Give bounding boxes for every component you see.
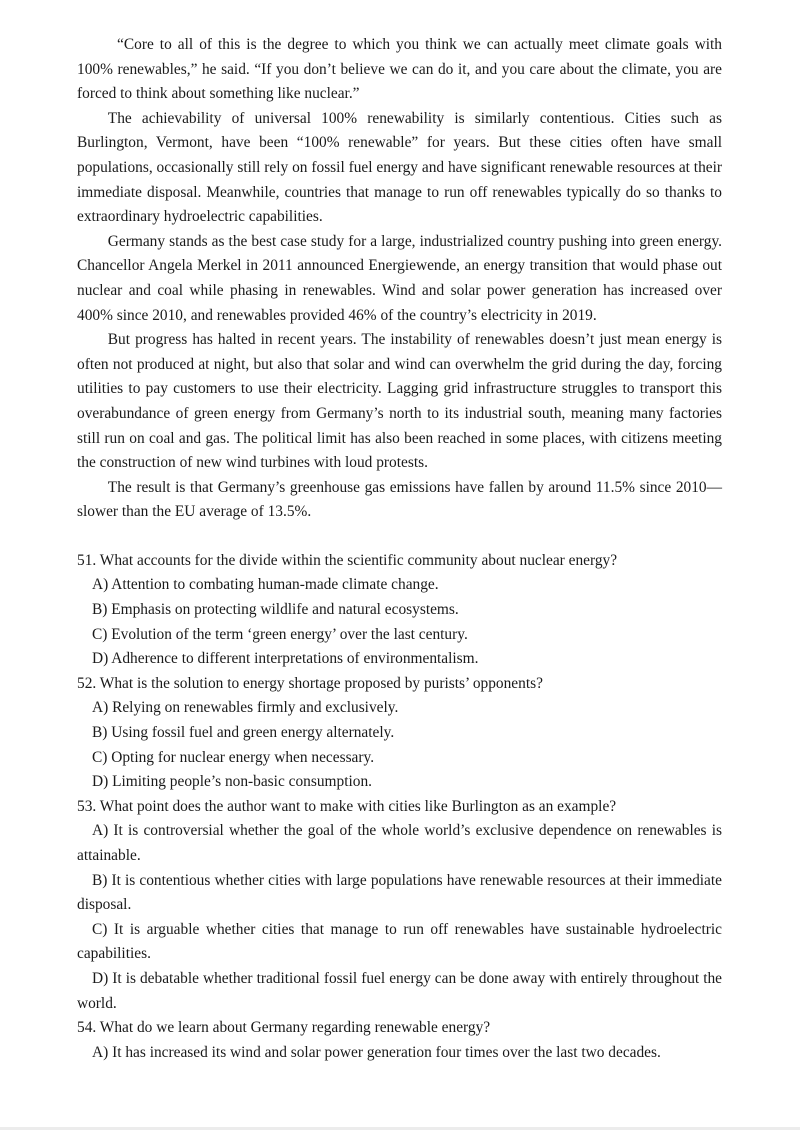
passage-paragraph: But progress has halted in recent years. The instability of renewables doesn’t just mean energy is often not produced at night, but also that solar and wind can overwhelm the grid during the day, forcing utilities to pay customers to use their electricity. Lagging grid infrastructure struggles to transport this overabundance of green energy from Germany’s north to its industrial south, meaning many factories still run on coal and gas. The political limit has also been reached in some places, with citizens meeting the construction of new wind turbines with loud protests. xyxy=(77,331,722,472)
answer-option-b[interactable]: B) Using fossil fuel and green energy alternately. xyxy=(92,724,395,742)
question-stem: 54. What do we learn about Germany regarding renewable energy? xyxy=(77,1019,491,1037)
passage-paragraph: The result is that Germany’s greenhouse gas emissions have fallen by around 11.5% since 2010—slower than the EU average of 13.5%. xyxy=(77,478,722,521)
answer-option-a[interactable]: A) It is controversial whether the goal of the whole world’s exclusive dependence on renewables is attainable. xyxy=(77,822,722,864)
question-stem: 52. What is the solution to energy shortage proposed by purists’ opponents? xyxy=(77,674,543,692)
question-51 xyxy=(77,549,722,672)
question-52 xyxy=(77,672,722,795)
answer-option-d[interactable]: D) Limiting people’s non-basic consumption. xyxy=(92,773,372,791)
answer-option-c[interactable]: C) Evolution of the term ‘green energy’ over the last century. xyxy=(92,625,468,643)
passage-paragraph: The achievability of universal 100% renewability is similarly contentious. Cities such as Burlington, Vermont, have been “100% renewable” for years. But these cities often have small populations, occasionally still rely on fossil fuel energy and have significant renewable resources at their immediate disposal. Meanwhile, countries that manage to run off renewables typically do so thanks to extraordinary hydroelectric capabilities. xyxy=(77,109,722,226)
answer-option-a[interactable]: A) It has increased its wind and solar power generation four times over the last two decades. xyxy=(92,1043,661,1061)
answer-option-b[interactable]: B) It is contentious whether cities with large populations have renewable resources at their immediate disposal. xyxy=(77,871,722,914)
answer-option-a[interactable]: A) Attention to combating human-made climate change. xyxy=(92,576,439,594)
answer-option-c[interactable]: C) Opting for nuclear energy when necessary. xyxy=(92,748,375,766)
question-stem: 53. What point does the author want to make with cities like Burlington as an example? xyxy=(77,797,617,815)
passage-paragraph: “Core to all of this is the degree to which you think we can actually meet climate goals with 100% renewables,” he said. “If you don’t believe we can do it, and you care about the climate, you are forced to think about something like nuclear.” xyxy=(77,36,722,103)
passage-paragraph: Germany stands as the best case study for a large, industrialized country pushing into green energy. Chancellor Angela Merkel in 2011 announced Energiewende, an energy transition that would phase out nuclear and coal while phasing in renewables. Wind and solar power generation has increased over 400% since 2010, and renewables provided 46% of the country’s electricity in 2019. xyxy=(77,232,722,324)
question-54 xyxy=(77,1016,722,1065)
answer-option-d[interactable]: D) Adherence to different interpretations of environmentalism. xyxy=(92,650,479,668)
answer-option-d[interactable]: D) It is debatable whether traditional fossil fuel energy can be done away with entirely throughout the world. xyxy=(77,969,722,1012)
answer-option-a[interactable]: A) Relying on renewables firmly and exclusively. xyxy=(92,699,399,717)
reading-passage xyxy=(77,33,722,525)
question-stem: 51. What accounts for the divide within the scientific community about nuclear energy? xyxy=(77,551,618,569)
answer-option-b[interactable]: B) Emphasis on protecting wildlife and natural ecosystems. xyxy=(92,601,459,619)
question-53 xyxy=(77,795,722,1016)
answer-option-c[interactable]: C) It is arguable whether cities that manage to run off renewables have sustainable hydroelectric capabilities. xyxy=(77,920,722,963)
question-list xyxy=(77,549,722,1065)
